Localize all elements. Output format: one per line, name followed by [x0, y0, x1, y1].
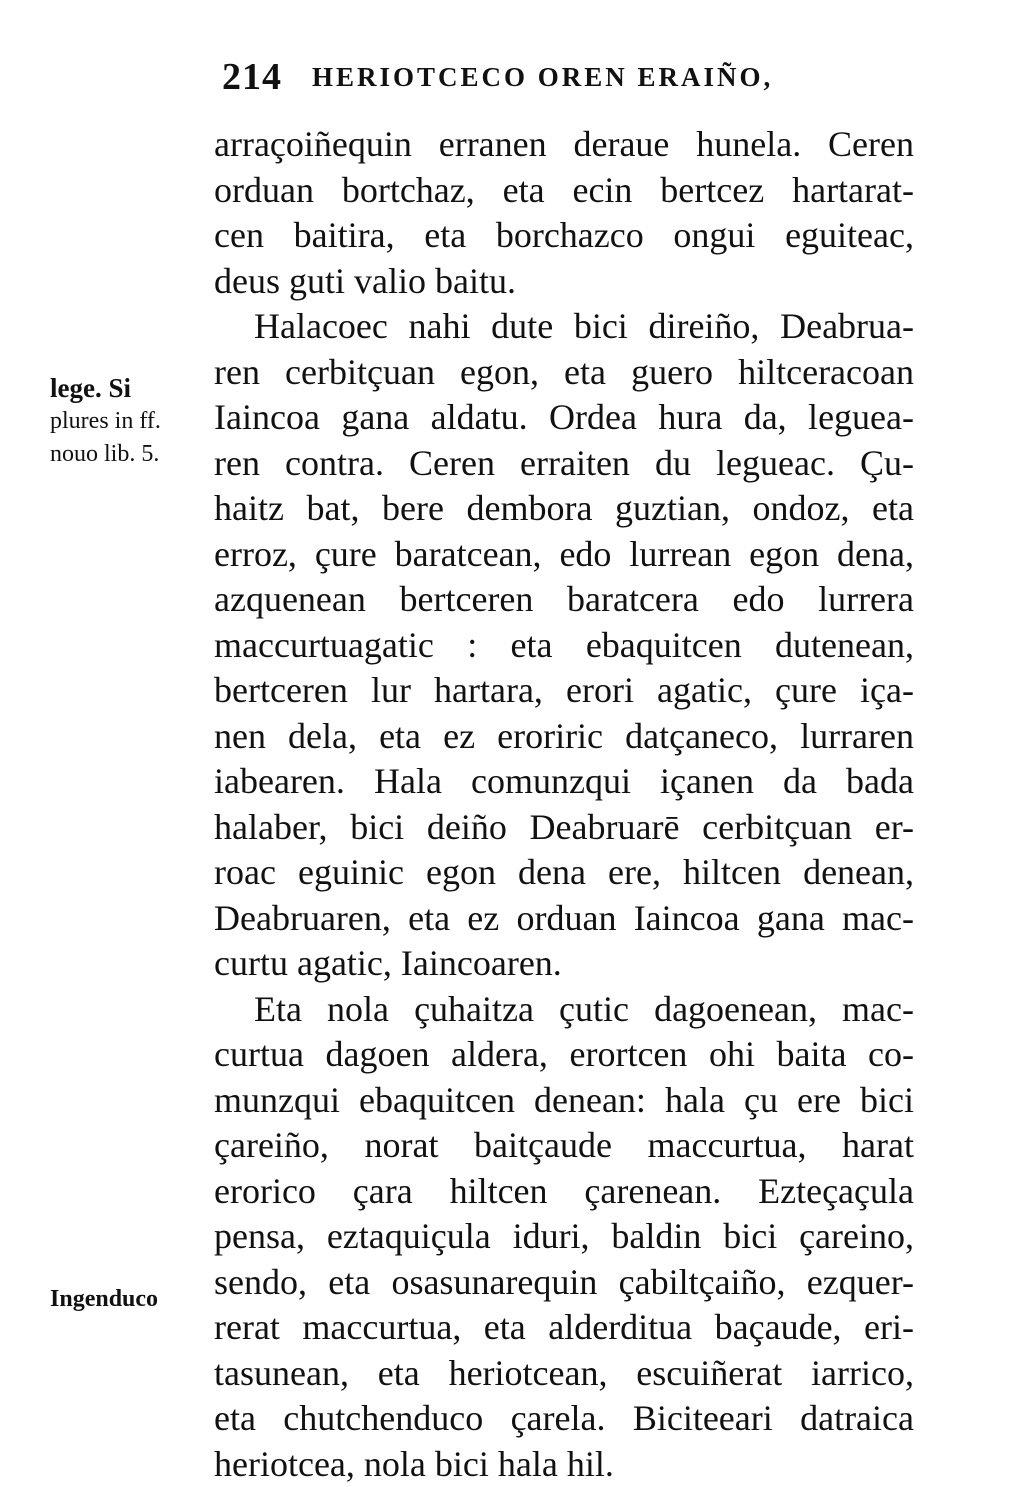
text-line: ren contra. Ceren erraiten du legueac. Çu- [214, 441, 914, 487]
margin-note-line: plures in ff. [50, 405, 210, 438]
text-line: nen dela, eta ez eroriric datçaneco, lurraren [214, 714, 914, 760]
running-head [222, 55, 922, 105]
paragraph-end-line: heriotcea, nola bici hala hil. [214, 1442, 914, 1487]
text-line: cen baitira, eta borchazco ongui eguiteac, [214, 213, 914, 259]
text-line: halaber, bici deiño Deabruarē cerbitçuan er- [214, 805, 914, 851]
text-line: sendo, eta osasunarequin çabiltçaiño, ezquer- [214, 1260, 914, 1306]
text-line: munzqui ebaquitcen denean: hala çu ere bici [214, 1078, 914, 1124]
body-text [214, 122, 914, 1487]
text-line: Deabruaren, eta ez orduan Iaincoa gana mac- [214, 896, 914, 942]
text-line: haitz bat, bere dembora guztian, ondoz, eta [214, 486, 914, 532]
paragraph-end-line: deus guti valio baitu. [214, 259, 914, 305]
text-line: bertceren lur hartara, erori agatic, çure iça- [214, 668, 914, 714]
text-line: pensa, eztaquiçula iduri, baldin bici çareino, [214, 1214, 914, 1260]
margin-note-ingenduco: Ingenduco [50, 1283, 158, 1316]
paragraph-end-line: curtu agatic, Iaincoaren. [214, 941, 914, 987]
text-line: erroz, çure baratcean, edo lurrean egon dena, [214, 532, 914, 578]
text-line: iabearen. Hala comunzqui içanen da bada [214, 759, 914, 805]
paragraph-start-line: Halacoec nahi dute bici direiño, Deabrua- [214, 304, 914, 350]
running-title: HERIOTCECO OREN ERAIÑO, [312, 62, 773, 93]
paragraph-start-line: Eta nola çuhaitza çutic dagoenean, mac- [214, 987, 914, 1033]
margin-note-lege [50, 372, 210, 471]
text-line: çareiño, norat baitçaude maccurtua, harat [214, 1123, 914, 1169]
text-line: rerat maccurtua, eta alderditua baçaude, eri- [214, 1305, 914, 1351]
text-line: azquenean bertceren baratcera edo lurrera [214, 577, 914, 623]
text-line: arraçoiñequin erranen deraue hunela. Ceren [214, 122, 914, 168]
margin-note-line: nouo lib. 5. [50, 438, 210, 471]
text-line: curtua dagoen aldera, erortcen ohi baita co- [214, 1032, 914, 1078]
text-line: maccurtuagatic : eta ebaquitcen dutenean, [214, 623, 914, 669]
text-line: eta chutchenduco çarela. Biciteeari datraica [214, 1396, 914, 1442]
text-line: orduan bortchaz, eta ecin bertcez hartarat- [214, 168, 914, 214]
text-line: ren cerbitçuan egon, eta guero hiltceracoan [214, 350, 914, 396]
page-number: 214 [222, 55, 282, 99]
text-line: Iaincoa gana aldatu. Ordea hura da, leguea- [214, 395, 914, 441]
text-line: roac eguinic egon dena ere, hiltcen denean, [214, 850, 914, 896]
text-line: erorico çara hiltcen çarenean. Ezteçaçula [214, 1169, 914, 1215]
margin-note-line: lege. Si [50, 372, 210, 405]
text-line: tasunean, eta heriotcean, escuiñerat iarrico, [214, 1351, 914, 1397]
